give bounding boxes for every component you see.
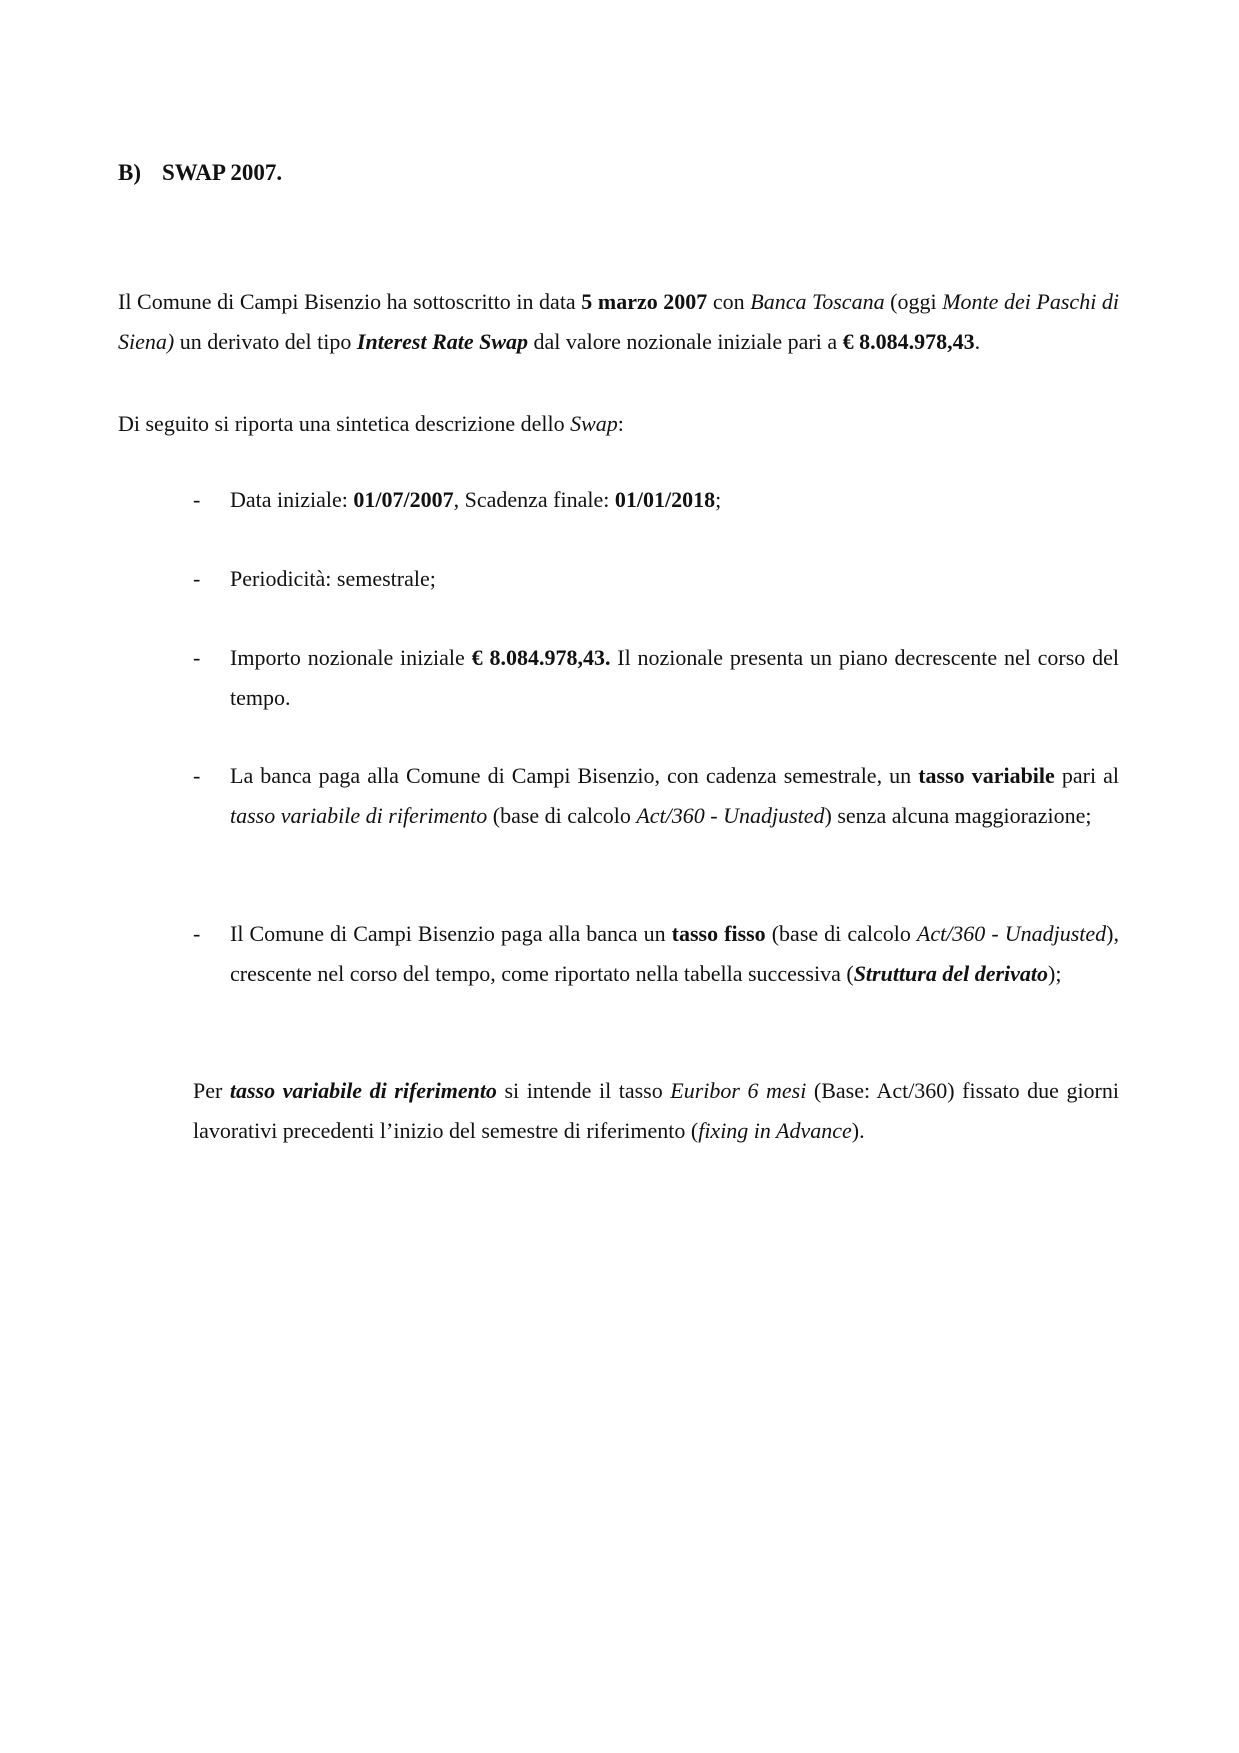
summary-paragraph (118, 404, 1119, 444)
bullet-marker: - (193, 566, 201, 591)
notional-amount: € 8.084.978,43. (471, 645, 611, 670)
text: ), crescente nel corso del tempo, come riportato nella tabella successiva ( (230, 921, 1119, 986)
text: (base di calcolo (487, 803, 637, 828)
text: tasso fisso (671, 921, 766, 946)
derivative-type: Interest Rate Swap (356, 329, 529, 354)
text: ); (1048, 961, 1062, 986)
text: Euribor 6 mesi (670, 1078, 807, 1103)
bullet-item (230, 559, 1119, 599)
text: Il Comune di Campi Bisenzio ha sottoscritto in data (118, 289, 582, 314)
text: Data iniziale: (230, 487, 354, 512)
text: ) senza alcuna maggiorazione; (824, 803, 1092, 828)
text: (base di calcolo (765, 921, 917, 946)
text: (Base: Act/360) fissato due giorni lavorativi precedenti l’inizio del semestre di riferimento ( (193, 1078, 1119, 1143)
end-date: 01/01/2018 (614, 487, 716, 512)
text: Struttura del derivato (853, 961, 1049, 986)
text: si intende il tasso (496, 1078, 671, 1103)
text: Il nozionale presenta un piano decrescente nel corso del tempo. (230, 645, 1120, 710)
bank-current-name: Monte dei Paschi di Siena) (118, 289, 1119, 354)
text: pari al (1054, 763, 1119, 788)
text: Periodicità: semestrale; (230, 566, 436, 591)
contract-date: 5 marzo 2007 (581, 289, 708, 314)
text: Importo nozionale iniziale (230, 645, 472, 670)
text: Swap (570, 411, 618, 436)
text: un derivato del tipo (174, 329, 357, 354)
text: Act/360 - Unadjusted (916, 921, 1107, 946)
text: (oggi (884, 289, 943, 314)
start-date: 01/07/2007 (353, 487, 454, 512)
text: tasso variabile di riferimento (229, 1078, 497, 1103)
bullet-item (230, 480, 1119, 520)
definition-paragraph (193, 1071, 1119, 1151)
text: , Scadenza finale: (453, 487, 615, 512)
text: ). (851, 1118, 865, 1143)
bullet-item (230, 756, 1119, 836)
notional-amount: € 8.084.978,43 (842, 329, 975, 354)
section-title: SWAP 2007. (162, 160, 283, 185)
text: con (707, 289, 751, 314)
bank-name: Banca Toscana (750, 289, 885, 314)
text: tasso variabile di riferimento (230, 803, 488, 828)
text: fixing in Advance (698, 1118, 852, 1143)
intro-paragraph (118, 282, 1119, 362)
text: : (617, 411, 624, 436)
text: . (974, 329, 981, 354)
section-heading (118, 160, 282, 186)
text: Per (193, 1078, 230, 1103)
bullet-item (230, 638, 1119, 718)
bullet-marker: - (193, 487, 201, 512)
text: Il Comune di Campi Bisenzio paga alla banca un (230, 921, 672, 946)
bullet-marker: - (193, 763, 201, 788)
text: Di seguito si riporta una sintetica descrizione dello (118, 411, 571, 436)
text: La banca paga alla Comune di Campi Bisenzio, con cadenza semestrale, un (230, 763, 919, 788)
text: Act/360 - Unadjusted (636, 803, 825, 828)
text: dal valore nozionale iniziale pari a (528, 329, 843, 354)
bullet-item (230, 914, 1119, 994)
section-label: B) (118, 160, 141, 185)
bullet-marker: - (193, 921, 201, 946)
bullet-marker: - (193, 645, 201, 670)
text: tasso variabile (918, 763, 1055, 788)
text: ; (715, 487, 722, 512)
